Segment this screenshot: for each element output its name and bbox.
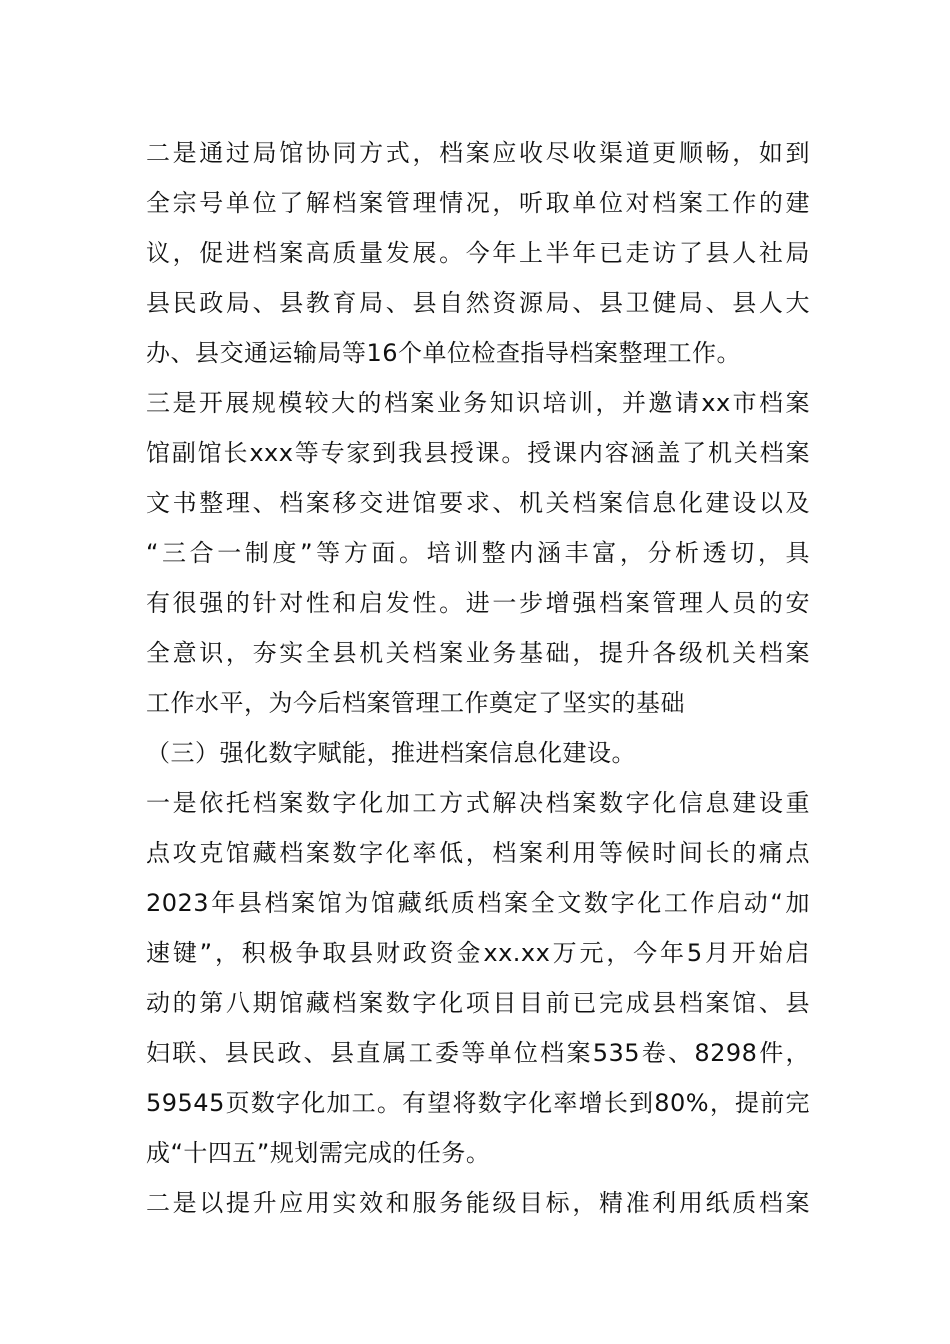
text-line: 议，促进档案高质量发展。今年上半年已走访了县人社局 <box>146 239 810 267</box>
text-line: 二是通过局馆协同方式，档案应收尽收渠道更顺畅，如到 <box>146 139 810 167</box>
section-heading: （三）强化数字赋能，推进档案信息化建设。 <box>146 739 636 767</box>
text-line: 工作水平，为今后档案管理工作奠定了坚实的基础 <box>146 689 685 717</box>
text-line: 速键”，积极争取县财政资金xx.xx万元，今年5月开始启 <box>146 939 810 967</box>
text-line: 2023年县档案馆为馆藏纸质档案全文数字化工作启动“加 <box>146 889 810 917</box>
text-line: 有很强的针对性和启发性。进一步增强档案管理人员的安 <box>146 589 810 617</box>
text-line: 馆副馆长xxx等专家到我县授课。授课内容涵盖了机关档案 <box>146 439 810 467</box>
text-line: 点攻克馆藏档案数字化率低，档案利用等候时间长的痛点 <box>146 839 810 867</box>
text-line: 妇联、县民政、县直属工委等单位档案535卷、8298件， <box>146 1039 810 1067</box>
text-line: 动的第八期馆藏档案数字化项目目前已完成县档案馆、县 <box>146 989 810 1017</box>
text-line: 全意识，夯实全县机关档案业务基础，提升各级机关档案 <box>146 639 810 667</box>
text-line: 成“十四五”规划需完成的任务。 <box>146 1139 491 1167</box>
text-line: 县民政局、县教育局、县自然资源局、县卫健局、县人大 <box>146 289 810 317</box>
text-line: 一是依托档案数字化加工方式解决档案数字化信息建设重 <box>146 789 810 817</box>
text-line: 文书整理、档案移交进馆要求、机关档案信息化建设以及 <box>146 489 810 517</box>
text-line: 办、县交通运输局等16个单位检查指导档案整理工作。 <box>146 339 742 367</box>
text-line: 全宗号单位了解档案管理情况，听取单位对档案工作的建 <box>146 189 810 217</box>
text-line: 59545页数字化加工。有望将数字化率增长到80%，提前完 <box>146 1089 810 1117</box>
text-line: 二是以提升应用实效和服务能级目标，精准利用纸质档案 <box>146 1189 810 1217</box>
text-line: 三是开展规模较大的档案业务知识培训，并邀请xx市档案 <box>146 389 810 417</box>
text-line: “三合一制度”等方面。培训整内涵丰富，分析透切，具 <box>146 539 810 567</box>
